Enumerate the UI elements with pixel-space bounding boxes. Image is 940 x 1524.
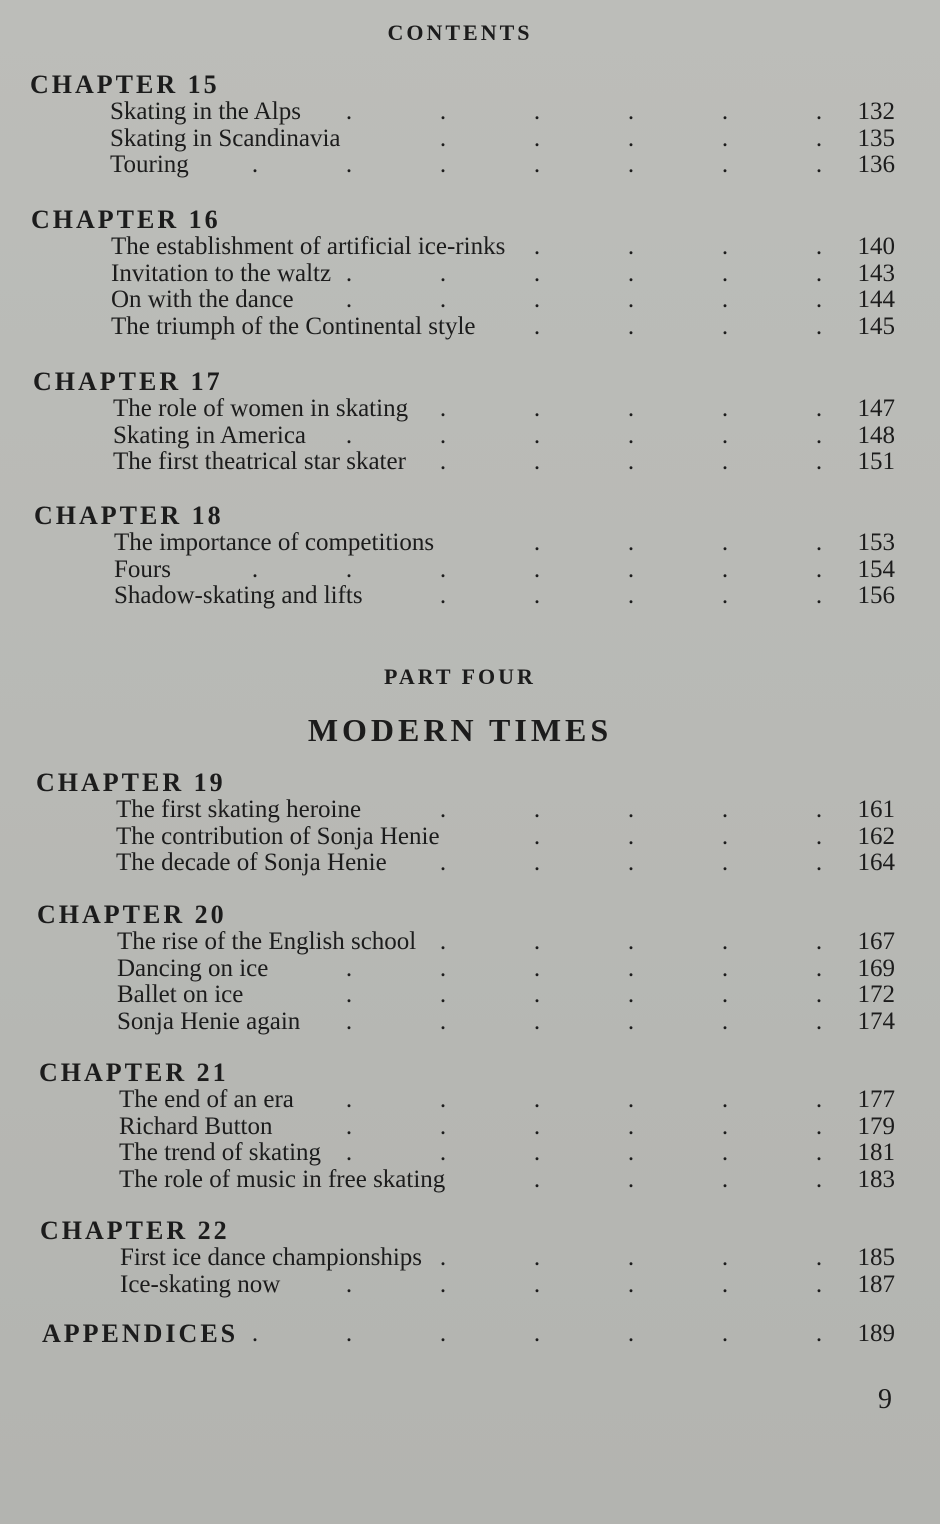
leader-dot: .	[815, 98, 823, 125]
leader-dot: .	[815, 582, 823, 610]
leader-dot: .	[627, 582, 635, 610]
appendices-page-number: 189	[857, 1320, 895, 1347]
toc-entry	[111, 233, 895, 260]
leader-dot: .	[533, 981, 541, 1009]
leader-dot: .	[627, 448, 635, 476]
leader-dot: .	[815, 1139, 823, 1167]
leader-dot: .	[533, 286, 541, 314]
leader-dot: .	[533, 1008, 541, 1036]
leader-dot: .	[627, 1112, 635, 1140]
leader-dot: .	[439, 849, 447, 877]
leader-dot: .	[627, 822, 635, 850]
entry-title: Richard Button	[119, 1112, 273, 1140]
toc-entry	[117, 955, 895, 982]
leader-dot: .	[721, 1320, 729, 1347]
leader-dot: .	[627, 796, 635, 823]
toc-entry	[116, 849, 895, 876]
toc-entry	[120, 1244, 895, 1271]
toc-entry	[113, 395, 895, 422]
leader-dot: .	[439, 796, 447, 823]
entry-title: Touring	[110, 151, 189, 179]
leader-dot: .	[721, 395, 729, 422]
leader-dot: .	[721, 796, 729, 823]
toc-entry	[120, 1271, 895, 1298]
leader-dot: .	[815, 395, 823, 422]
entry-title: On with the dance	[111, 286, 294, 314]
leader-dot: .	[815, 1244, 823, 1271]
leader-dot: .	[533, 259, 541, 287]
entry-page-number: 140	[857, 233, 895, 260]
entry-page-number: 153	[857, 529, 895, 556]
leader-dot: .	[533, 1270, 541, 1298]
leader-dot: .	[815, 555, 823, 583]
leader-dot: .	[439, 98, 447, 125]
chapter-heading: CHAPTER 20	[37, 900, 227, 929]
leader-dot: .	[627, 1320, 635, 1347]
toc-entry	[116, 823, 895, 850]
leader-dot: .	[815, 259, 823, 287]
entry-page-number: 167	[857, 928, 895, 955]
leader-dot: .	[627, 151, 635, 179]
leader-dot: .	[815, 981, 823, 1009]
leader-dot: .	[439, 124, 447, 152]
leader-dot: .	[815, 313, 823, 341]
leader-dot: .	[439, 981, 447, 1009]
entry-page-number: 164	[857, 849, 895, 877]
entry-title: Skating in the Alps	[110, 98, 301, 125]
leader-dot: .	[439, 1008, 447, 1036]
leader-dot: .	[627, 259, 635, 287]
leader-dot: .	[439, 151, 447, 179]
leader-dot: .	[815, 421, 823, 449]
toc-entry	[114, 556, 895, 583]
leader-dot: .	[533, 849, 541, 877]
leader-dot: .	[533, 98, 541, 125]
entry-title: The rise of the English school	[117, 928, 417, 955]
entry-title: Ice-skating now	[120, 1270, 281, 1298]
entry-page-number: 144	[857, 286, 895, 314]
leader-dot: .	[439, 1086, 447, 1113]
leader-dot: .	[533, 928, 541, 955]
leader-dot: .	[721, 529, 729, 556]
leader-dot: .	[439, 1244, 447, 1271]
toc-entry	[111, 313, 895, 340]
leader-dot: .	[345, 151, 353, 179]
entry-page-number: 169	[857, 954, 895, 982]
leader-dot: .	[627, 928, 635, 955]
leader-dot: .	[627, 1244, 635, 1271]
leader-dot: .	[345, 981, 353, 1009]
appendices-title: APPENDICES	[42, 1319, 239, 1348]
leader-dot: .	[345, 1270, 353, 1298]
toc-entry	[117, 928, 895, 955]
entry-page-number: 185	[857, 1244, 895, 1271]
leader-dot: .	[439, 421, 447, 449]
entry-page-number: 183	[857, 1166, 895, 1194]
entry-title: The first theatrical star skater	[113, 448, 406, 476]
leader-dot: .	[721, 124, 729, 152]
entry-title: Skating in America	[113, 421, 307, 449]
leader-dot: .	[533, 582, 541, 610]
leader-dot: .	[815, 286, 823, 314]
leader-dot: .	[815, 822, 823, 850]
leader-dot: .	[533, 233, 541, 260]
leader-dot: .	[721, 151, 729, 179]
leader-dot: .	[439, 286, 447, 314]
page-number: 9	[878, 1384, 892, 1415]
leader-dot: .	[345, 1320, 353, 1347]
leader-dot: .	[533, 1139, 541, 1167]
leader-dot: .	[627, 313, 635, 341]
leader-dot: .	[815, 796, 823, 823]
entry-title: Skating in Scandinavia	[110, 124, 341, 152]
leader-dot: .	[439, 1270, 447, 1298]
entry-page-number: 136	[857, 151, 895, 179]
leader-dot: .	[533, 1112, 541, 1140]
appendices-entry	[42, 1320, 895, 1347]
leader-dot: .	[627, 421, 635, 449]
toc-entry	[114, 582, 895, 609]
entry-title: Ballet on ice	[117, 981, 244, 1009]
leader-dot: .	[439, 1112, 447, 1140]
leader-dot: .	[627, 1139, 635, 1167]
leader-dot: .	[721, 954, 729, 982]
leader-dot: .	[815, 151, 823, 179]
leader-dot: .	[721, 928, 729, 955]
entry-page-number: 143	[857, 259, 895, 287]
entry-page-number: 154	[857, 555, 895, 583]
leader-dot: .	[721, 98, 729, 125]
toc-entry	[113, 422, 895, 449]
leader-dot: .	[815, 1086, 823, 1113]
part-title: MODERN TIMES	[307, 712, 613, 748]
leader-dot: .	[533, 421, 541, 449]
leader-dot: .	[533, 954, 541, 982]
leader-dot: .	[721, 286, 729, 314]
leader-dot: .	[439, 954, 447, 982]
leader-dot: .	[627, 286, 635, 314]
leader-dot: .	[721, 1008, 729, 1036]
entry-title: First ice dance championships	[120, 1244, 423, 1271]
toc-entry	[119, 1166, 895, 1193]
leader-dot: .	[721, 1139, 729, 1167]
leader-dot: .	[439, 928, 447, 955]
leader-dot: .	[815, 233, 823, 260]
toc-entry	[117, 1008, 895, 1035]
toc-entry	[119, 1113, 895, 1140]
toc-entry	[116, 796, 895, 823]
leader-dot: .	[815, 928, 823, 955]
chapter-heading: CHAPTER 17	[33, 367, 223, 396]
leader-dot: .	[721, 555, 729, 583]
chapter-heading: CHAPTER 22	[40, 1216, 230, 1245]
leader-dot: .	[627, 555, 635, 583]
entry-page-number: 156	[857, 582, 895, 610]
leader-dot: .	[627, 395, 635, 422]
leader-dot: .	[533, 555, 541, 583]
leader-dot: .	[721, 233, 729, 260]
toc-entry	[110, 151, 895, 178]
entry-page-number: 147	[857, 395, 895, 422]
entry-page-number: 148	[857, 421, 895, 449]
leader-dot: .	[721, 1166, 729, 1194]
leader-dot: .	[251, 151, 259, 179]
leader-dot: .	[627, 1270, 635, 1298]
leader-dot: .	[345, 98, 353, 125]
leader-dot: .	[345, 1139, 353, 1167]
entry-title: The triumph of the Continental style	[111, 313, 476, 341]
leader-dot: .	[345, 1112, 353, 1140]
leader-dot: .	[439, 1139, 447, 1167]
leader-dot: .	[533, 1244, 541, 1271]
entry-title: The decade of Sonja Henie	[116, 849, 387, 877]
entry-title: The importance of competitions	[114, 529, 435, 556]
toc-entry	[114, 529, 895, 556]
entry-page-number: 145	[857, 313, 895, 341]
leader-dot: .	[627, 98, 635, 125]
leader-dot: .	[815, 529, 823, 556]
leader-dot: .	[815, 1270, 823, 1298]
leader-dot: .	[251, 555, 259, 583]
leader-dot: .	[533, 395, 541, 422]
leader-dot: .	[721, 1112, 729, 1140]
leader-dot: .	[345, 421, 353, 449]
leader-dot: .	[533, 529, 541, 556]
chapter-heading: CHAPTER 15	[30, 70, 220, 99]
leader-dot: .	[721, 822, 729, 850]
entry-title: Shadow-skating and lifts	[114, 582, 363, 610]
leader-dot: .	[721, 421, 729, 449]
leader-dot: .	[815, 448, 823, 476]
leader-dot: .	[721, 1086, 729, 1113]
leader-dot: .	[815, 954, 823, 982]
entry-page-number: 179	[857, 1112, 895, 1140]
leader-dot: .	[721, 1244, 729, 1271]
leader-dot: .	[627, 849, 635, 877]
entry-title: The first skating heroine	[116, 796, 362, 823]
leader-dot: .	[627, 954, 635, 982]
chapter-heading: CHAPTER 18	[34, 501, 224, 530]
entry-page-number: 177	[857, 1086, 895, 1113]
leader-dot: .	[815, 1008, 823, 1036]
leader-dot: .	[815, 1112, 823, 1140]
toc-entry	[119, 1086, 895, 1113]
toc-entry	[113, 448, 895, 475]
entry-page-number: 181	[857, 1139, 895, 1167]
part-label: PART FOUR	[384, 664, 536, 689]
chapter-heading: CHAPTER 19	[36, 768, 226, 797]
leader-dot: .	[721, 849, 729, 877]
leader-dot: .	[533, 1320, 541, 1347]
toc-entry	[119, 1139, 895, 1166]
toc-entry	[110, 98, 895, 125]
leader-dot: .	[439, 259, 447, 287]
leader-dot: .	[627, 124, 635, 152]
entry-page-number: 151	[857, 448, 895, 476]
leader-dot: .	[815, 124, 823, 152]
leader-dot: .	[627, 1086, 635, 1113]
leader-dot: .	[627, 1166, 635, 1194]
leader-dot: .	[533, 796, 541, 823]
leader-dot: .	[815, 1166, 823, 1194]
entry-title: The trend of skating	[119, 1139, 322, 1167]
toc-entry	[117, 981, 895, 1008]
chapter-heading: CHAPTER 16	[31, 205, 221, 234]
leader-dot: .	[533, 448, 541, 476]
leader-dot: .	[627, 981, 635, 1009]
leader-dot: .	[533, 313, 541, 341]
entry-page-number: 162	[857, 822, 895, 850]
leader-dot: .	[439, 448, 447, 476]
contents-heading: CONTENTS	[387, 20, 533, 45]
entry-title: The establishment of artificial ice-rinks	[111, 233, 506, 260]
entry-page-number: 135	[857, 124, 895, 152]
leader-dot: .	[533, 124, 541, 152]
leader-dot: .	[815, 849, 823, 877]
leader-dot: .	[439, 395, 447, 422]
entry-page-number: 161	[857, 796, 895, 823]
leader-dot: .	[345, 954, 353, 982]
leader-dot: .	[721, 259, 729, 287]
entry-title: Sonja Henie again	[117, 1008, 301, 1036]
entry-page-number: 132	[857, 98, 895, 125]
leader-dot: .	[721, 582, 729, 610]
chapter-heading: CHAPTER 21	[39, 1058, 229, 1087]
leader-dot: .	[251, 1320, 259, 1347]
leader-dot: .	[627, 1008, 635, 1036]
leader-dot: .	[439, 582, 447, 610]
entry-page-number: 187	[857, 1270, 895, 1298]
leader-dot: .	[345, 555, 353, 583]
entry-title: Fours	[114, 555, 171, 583]
leader-dot: .	[627, 233, 635, 260]
leader-dot: .	[439, 555, 447, 583]
leader-dot: .	[345, 259, 353, 287]
leader-dot: .	[815, 1320, 823, 1347]
leader-dot: .	[721, 448, 729, 476]
toc-entry	[111, 286, 895, 313]
leader-dot: .	[721, 981, 729, 1009]
toc-entry	[111, 260, 895, 287]
leader-dot: .	[533, 822, 541, 850]
entry-title: Invitation to the waltz	[111, 259, 332, 287]
entry-page-number: 174	[857, 1008, 895, 1036]
leader-dot: .	[345, 1008, 353, 1036]
toc-entry	[110, 125, 895, 152]
entry-title: The role of women in skating	[113, 395, 409, 422]
leader-dot: .	[721, 313, 729, 341]
leader-dot: .	[345, 286, 353, 314]
leader-dot: .	[533, 1166, 541, 1194]
leader-dot: .	[627, 529, 635, 556]
entry-title: The end of an era	[119, 1086, 294, 1113]
entry-page-number: 172	[857, 981, 895, 1009]
leader-dot: .	[721, 1270, 729, 1298]
entry-title: The contribution of Sonja Henie	[116, 822, 440, 850]
entry-title: Dancing on ice	[117, 954, 269, 982]
leader-dot: .	[439, 1320, 447, 1347]
leader-dot: .	[533, 151, 541, 179]
entry-title: The role of music in free skating	[119, 1166, 446, 1194]
leader-dot: .	[533, 1086, 541, 1113]
leader-dot: .	[345, 1086, 353, 1113]
